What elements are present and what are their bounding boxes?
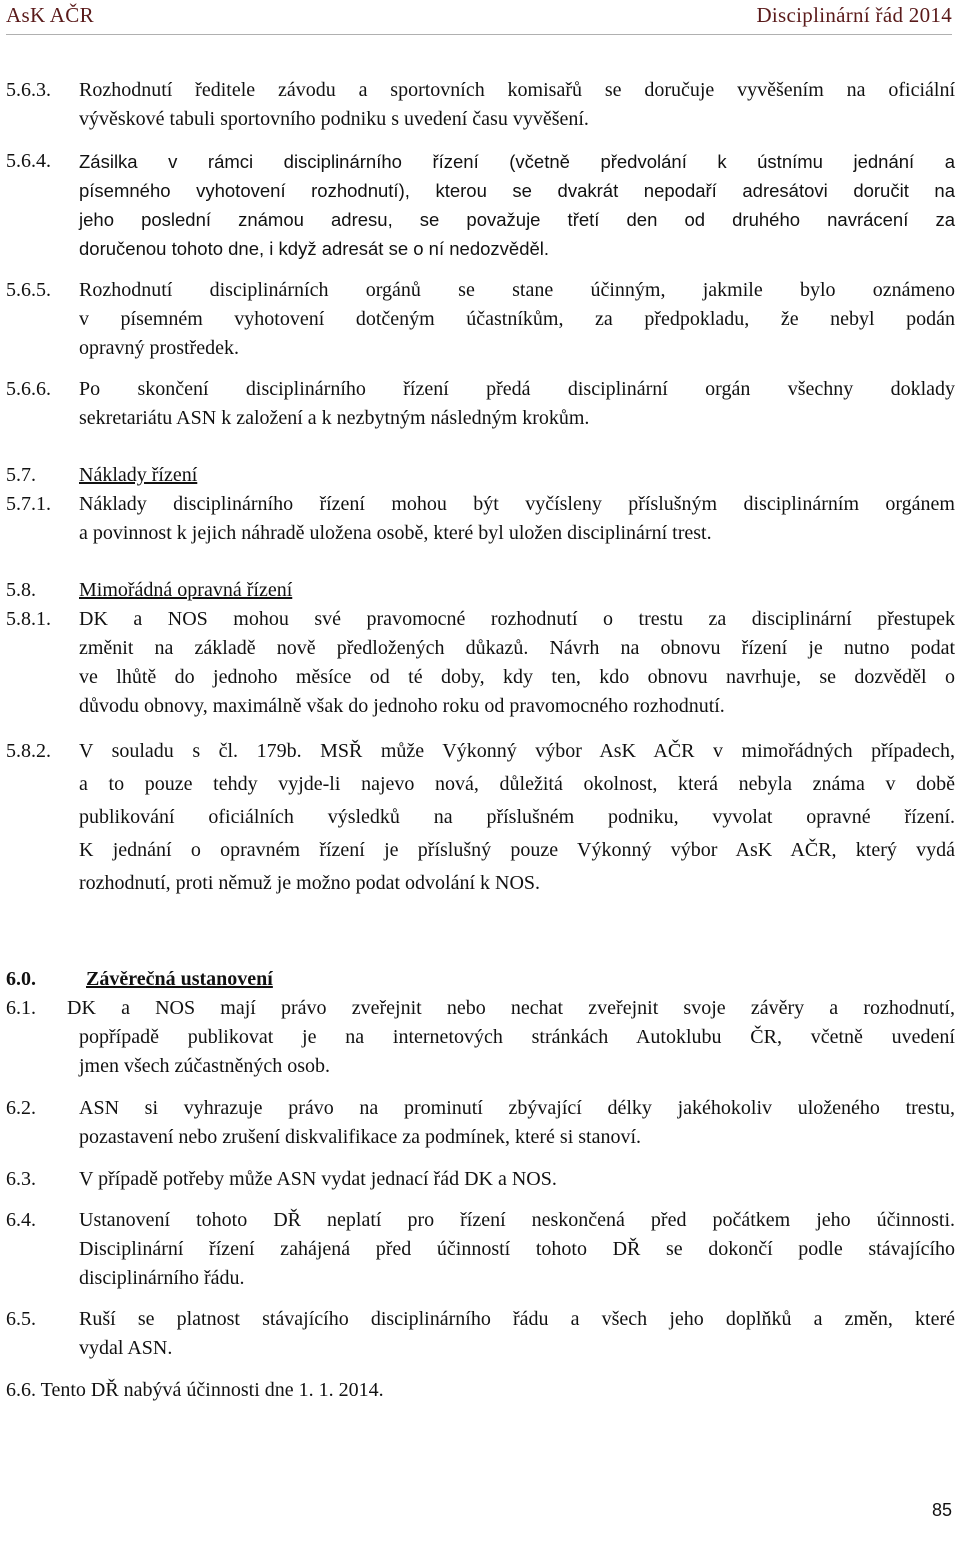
section-number: 5.8.1. <box>6 608 51 630</box>
section-number: 5.6.6. <box>6 378 51 400</box>
section-number: 6.2. <box>6 1097 36 1119</box>
section-heading-mimoradna-opravna-rizeni: Mimořádná opravná řízení <box>79 579 293 601</box>
text-line: popřípadě publikovat je na internetových stránkách Autoklubu ČR, včetně uvedení <box>79 1026 955 1048</box>
text-line: Ruší se platnost stávajícího disciplinárního řádu a všech jeho doplňků a změn, které <box>79 1308 955 1330</box>
text-line: ASN si vyhrazuje právo na prominutí zbývající délky jakéhokoliv uloženého trestu, <box>79 1097 955 1119</box>
text-line: Rozhodnutí ředitele závodu a sportovních komisařů se doručuje vyvěšením na oficiální <box>79 79 955 101</box>
section-number: 5.8.2. <box>6 740 51 762</box>
text-line: opravný prostředek. <box>79 337 239 359</box>
text-line: Po skončení disciplinárního řízení předá disciplinární orgán všechny doklady <box>79 378 955 400</box>
page-number: 85 <box>931 1500 952 1520</box>
section-number: 5.6.5. <box>6 279 51 301</box>
text-line: pozastavení nebo zrušení diskvalifikace za podmínek, které si stanoví. <box>79 1126 642 1148</box>
text-line: Rozhodnutí disciplinárních orgánů se stane účinným, jakmile bylo oznámeno <box>79 279 955 301</box>
section-6-3: V případě potřeby může ASN vydat jednací řád DK a NOS. <box>79 1168 557 1190</box>
header-left: AsK AČR <box>6 3 94 27</box>
text-line: sekretariátu ASN k založení a k nezbytným následným krokům. <box>79 407 590 429</box>
section-6-6: 6.6. Tento DŘ nabývá účinnosti dne 1. 1. 2014. <box>6 1379 384 1401</box>
section-6-1 <box>67 994 955 1023</box>
text-line: rozhodnutí, proti němuž je možno podat odvolání k NOS. <box>79 872 541 894</box>
section-number: 6.4. <box>6 1209 36 1231</box>
text-line: změnit na základě nově předložených důkazů. Návrh na obnovu řízení je nutno podat <box>79 637 955 659</box>
text-line: důvodu obnovy, maximálně však do jednoho roku od pravomocného rozhodnutí. <box>79 695 725 717</box>
section-number: 5.6.4. <box>6 150 51 172</box>
text-line: doručenou tohoto dne, i když adresát se o ní nedozvěděl. <box>79 238 550 259</box>
header-divider <box>6 34 952 35</box>
text-line: disciplinárního řádu. <box>79 1267 245 1289</box>
section-number: 6.0. <box>6 968 36 990</box>
section-number: 5.8. <box>6 579 36 601</box>
text-line: V souladu s čl. 179b. MSŘ může Výkonný výbor AsK AČR v mimořádných případech, <box>79 740 955 762</box>
text-line: publikování oficiálních výsledků na příslušném podniku, vyvolat opravné řízení. <box>79 806 955 828</box>
section-heading-zaverecna-ustanoveni: Závěrečná ustanovení <box>86 968 273 990</box>
text-line: Disciplinární řízení zahájená před účinností tohoto DŘ se dokončí podle stávajícího <box>79 1238 955 1260</box>
text-line: vydal ASN. <box>79 1337 173 1359</box>
text-line: v písemném vyhotovení dotčeným účastníkům, za předpokladu, že nebyl podán <box>79 308 955 330</box>
section-heading-naklady-rizeni: Náklady řízení <box>79 464 198 486</box>
text-line: jeho poslední známou adresu, se považuje třetí den od druhého navrácení za <box>79 209 955 230</box>
text-line: Ustanovení tohoto DŘ neplatí pro řízení neskončená před počátkem jeho účinnosti. <box>79 1209 955 1231</box>
text-line: a to pouze tehdy vyjde-li najevo nová, důležitá okolnost, která nebyla známa v době <box>79 773 955 795</box>
section-5-8-1 <box>79 605 955 721</box>
text-line: vývěskové tabuli sportovního podniku s uvedení času vyvěšení. <box>79 108 589 130</box>
text-line: Zásilka v rámci disciplinárního řízení (včetně předvolání k ústnímu jednání a <box>79 151 955 172</box>
section-5-6-4 <box>79 147 955 263</box>
text-line: DK a NOS mohou své pravomocné rozhodnutí o trestu za disciplinární přestupek <box>79 608 955 630</box>
section-number: 6.1. <box>6 997 36 1019</box>
header-right: Disciplinární řád 2014 <box>756 3 952 27</box>
section-number: 5.7.1. <box>6 493 51 515</box>
section-5-6-5 <box>79 276 955 363</box>
text-line: Náklady disciplinárního řízení mohou být vyčísleny příslušným disciplinárním orgánem <box>79 493 955 515</box>
section-5-7-1 <box>79 490 955 548</box>
section-5-8-2 <box>79 737 955 898</box>
section-6-2 <box>79 1094 955 1152</box>
text-line: ve lhůtě do jednoho měsíce od té doby, kdy ten, kdo obnovu navrhuje, se dozvěděl o <box>79 666 955 688</box>
section-5-6-3 <box>79 76 955 134</box>
section-number: 5.7. <box>6 464 36 486</box>
section-number: 5.6.3. <box>6 79 51 101</box>
text-line: K jednání o opravném řízení je příslušný pouze Výkonný výbor AsK AČR, který vydá <box>79 839 955 861</box>
section-6-4 <box>79 1206 955 1293</box>
section-number: 6.5. <box>6 1308 36 1330</box>
text-line: a povinnost k jejich náhradě uložena osobě, které byl uložen disciplinární trest. <box>79 522 712 544</box>
text-line: písemného vyhotovení rozhodnutí), kterou se dvakrát nepodaří adresátovi doručit na <box>79 180 955 201</box>
text-line: DK a NOS mají právo zveřejnit nebo nechat zveřejnit svoje závěry a rozhodnutí, <box>67 997 955 1019</box>
section-number: 6.3. <box>6 1168 36 1190</box>
section-6-5 <box>79 1305 955 1363</box>
text-line: jmen všech zúčastněných osob. <box>79 1055 331 1077</box>
section-6-1-cont <box>79 1023 955 1081</box>
section-5-6-6 <box>79 375 955 433</box>
